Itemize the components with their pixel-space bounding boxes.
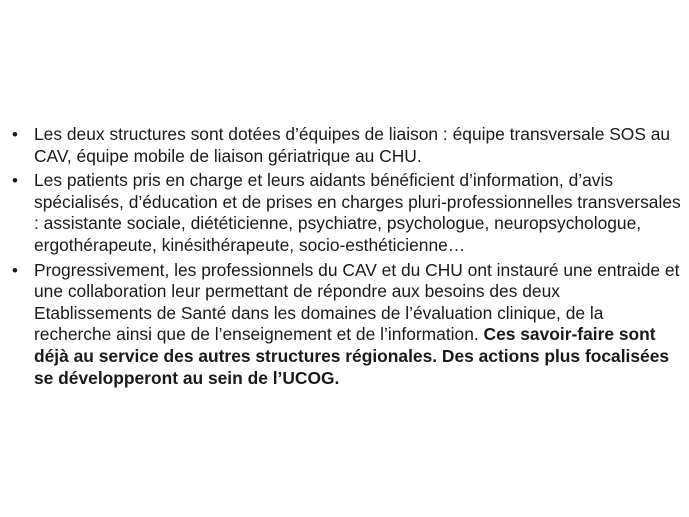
bullet-text [34, 260, 682, 390]
bullet-item-collaboration [12, 260, 682, 390]
bullet-body-text: Les patients pris en charge et leurs aidants bénéficient d’information, d’avis spécialisés, d’éducation et de prises en charges pluri-professionnelles transversales : assistante sociale, diététicienne, psychiatre, psychologue, neuropsychologue, ergothérapeute, kinésithérapeute, socio-esthéticienne… [34, 170, 681, 255]
bullet-icon: • [12, 125, 18, 144]
bullet-item-patient-care [12, 170, 682, 256]
bullet-bold-text: Ces savoir-faire sont déjà au service des autres structures régionales. Des actions plus focalisées se développeront au sein de l’UCOG. [34, 324, 670, 388]
bullet-text [34, 124, 682, 167]
bullet-text [34, 170, 682, 256]
bullet-icon: • [12, 171, 18, 191]
bullet-body-text: Progressivement, les professionnels du CAV et du CHU ont instauré une entraide et une collaboration leur permettant de répondre aux besoins des deux Etablissements de Santé dans les domaines de l’évaluation clinique, de la recherche ainsi que de l’enseignement et de l’information. [34, 259, 680, 345]
bullet-item-liaison-teams [12, 124, 682, 167]
bullet-list [12, 124, 682, 392]
bullet-body-text: Les deux structures sont dotées d’équipes de liaison : équipe transversale SOS au CAV, équipe mobile de liaison gériatrique au CHU. [34, 124, 671, 166]
bullet-icon: • [12, 260, 18, 280]
